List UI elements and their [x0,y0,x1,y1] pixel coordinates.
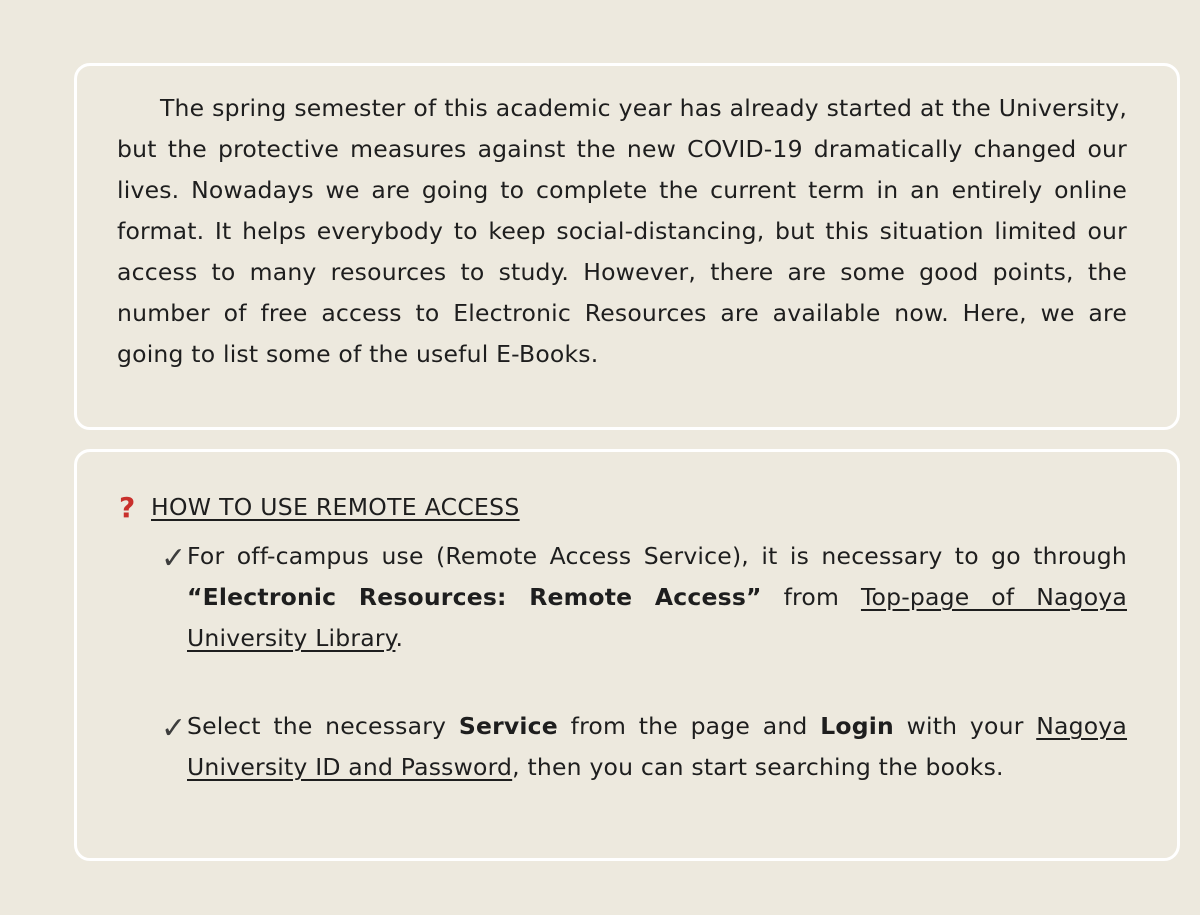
university-id-password-link[interactable]: Nagoya University ID and Password [187,712,1128,781]
remote-access-panel [74,449,1180,861]
instruction-bold-text: Login [820,712,894,740]
instruction-item-remote-access [119,536,1127,659]
instruction-text: Select the necessary [187,712,459,740]
remote-access-heading-text: HOW TO USE REMOTE ACCESS [151,493,520,521]
intro-paragraph: The spring semester of this academic year has already started at the University, but the protective measures against the new COVID-19 dramatically changed our lives. Nowadays we are going to complete the current term in an entirely online format. It helps everybody to keep social-distancing, but this situation limited our access to many resources to study. However, there are some good points, the number of free access to Electronic Resources are available now. Here, we are going to list some of the useful E-Books. [117,94,1127,368]
question-mark-icon: ? [119,490,136,524]
library-top-page-link[interactable]: Top-page of Nagoya University Library [187,583,1127,652]
instruction-text: . [395,624,404,652]
check-mark-icon: ✓ [161,711,187,746]
instruction-text: from [761,583,861,611]
instruction-text: , then you can start searching the books. [512,753,1004,781]
instruction-bold-text: “Electronic Resources: Remote Access” [187,583,762,611]
check-mark-icon: ✓ [161,541,187,576]
instruction-bold-text: Service [458,712,558,740]
instruction-item-login [119,706,1127,788]
instruction-text: from the page and [557,712,821,740]
intro-panel [74,63,1180,430]
remote-access-heading [119,488,1127,526]
instruction-text: with your [893,712,1037,740]
instruction-text: For off-campus use (Remote Access Service), it is necessary to go through [187,542,1127,570]
